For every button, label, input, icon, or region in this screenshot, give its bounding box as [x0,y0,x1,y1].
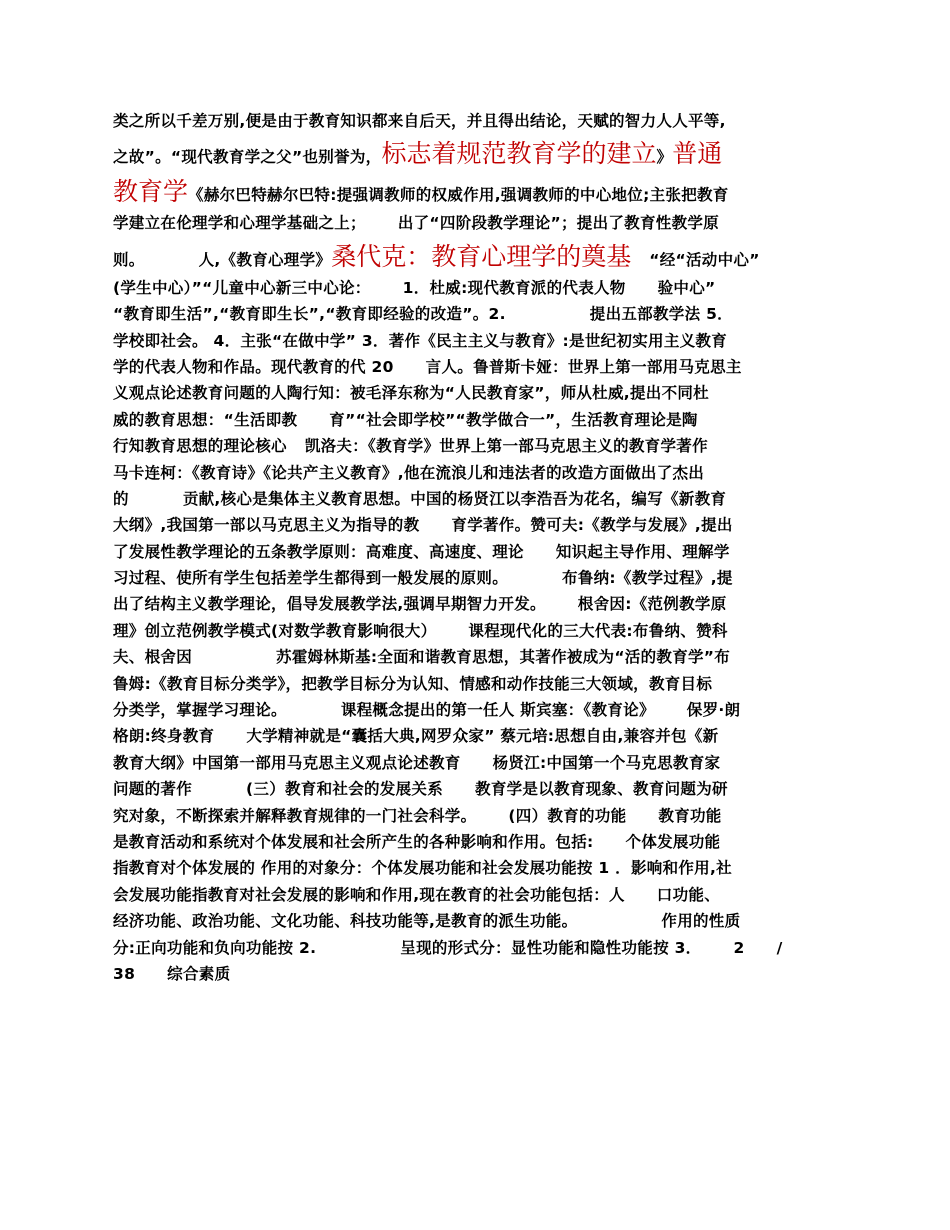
text-line-6 [113,275,837,301]
text-line-29 [113,882,837,908]
text-run: 布鲁纳:《教学过程》,提 [562,569,733,588]
page-total: 38 [113,964,136,983]
text-line-7 [113,301,837,327]
text-run: 作用的性质 [661,912,741,931]
text-run: 义观点论述教育问题的人陶行知：被毛泽东称为“人民教育家”，师从杜威,提出不同杜 [113,384,709,403]
text-run: 个体发展功能 [625,832,721,851]
text-run: 理》创立范例教学模式(对数学教育影响很大） [113,621,437,640]
text-line-19 [113,618,837,644]
section-label: 综合素质 [167,964,231,983]
text-run: 问题的著作 [113,780,193,799]
page-separator: / [776,938,783,957]
text-line-32 [113,961,837,987]
text-run: 行知教育思想的理论核心 [113,437,287,456]
text-line-15 [113,512,837,538]
text-run: 出了结构主义教学理论，倡导发展教学法,强调早期智力开发。 [113,595,546,614]
text-run: 育学著作。赞可夫:《教学与发展》,提出 [451,516,733,535]
text-line-20 [113,644,837,670]
text-run: 验中心” [657,278,716,297]
text-line-28 [113,855,837,881]
text-line-22 [113,697,837,723]
text-run: 威的教育思想：“生活即教 [113,410,298,429]
text-line-9 [113,354,837,380]
text-line-14 [113,486,837,512]
text-run: 保罗·朗 [686,701,741,720]
text-run: 言人。鲁普斯卡娅：世界上第一部用马克思主 [425,357,742,376]
text-run: 人,《教育心理学》 [198,250,332,269]
text-line-16 [113,539,837,565]
highlight-text: 标志着规范教育学的建立 [381,139,657,169]
document-page [113,108,837,987]
text-run: (三）教育和社会的发展关系 [246,780,444,799]
text-line-13 [113,460,837,486]
text-run: 》 [656,148,673,167]
page-number: 2 [733,938,745,957]
text-line-27 [113,829,837,855]
text-run: 教育学是以教育现象、教育问题为研 [475,780,728,799]
text-run: 呈现的形式分：显性功能和隐性功能按 3． [400,938,702,957]
text-run: 贡献,核心是集体主义教育思想。中国的杨贤江以李浩吾为花名，编写《新教育 [182,489,727,508]
text-run: 的 [113,489,129,508]
text-run: 指教育对个体发展的 作用的对象分：个体发展功能和社会发展功能按 1 ．影响和作用,社 [113,859,732,878]
highlight-text: 教育学 [113,177,189,207]
text-run: 是教育活动和系统对个体发展和社会所产生的各种影响和作用。包括: [113,832,594,851]
text-run: 学校即社会。 4．主张“在做中学” 3．著作《民主主义与教育》:是世纪初实用主义教育 [113,331,728,350]
text-run: 习过程、使所有学生包括差学生都得到一般发展的原则。 [113,569,509,588]
text-run: 大学精神就是“囊括大典,网罗众家” 蔡元培:思想自由,兼容并包《新 [246,727,719,746]
text-run: 经济功能、政治功能、文化功能、科技功能等,是教育的派生功能。 [113,912,578,931]
text-run: 根舍因:《范例教学原 [577,595,727,614]
text-run: 学的代表人物和作品。现代教育的代 20 [113,357,394,376]
text-run: 教育大纲》中国第一部用马克思主义观点论述教育 [113,753,461,772]
text-run: (学生中心）”“儿童中心新三中心论： [113,278,371,297]
highlight-text: 普通 [672,139,723,169]
text-run: 类之所以千差万别,便是由于教育知识都来自后天，并且得出结论，天赋的智力人人平等, [113,112,726,130]
text-run: 夫、根舍因 [113,648,193,667]
text-run: 鲁姆:《教育目标分类学》，把教学目标分为认知、情感和动作技能三大领域，教育目标 [113,674,713,693]
text-line-11 [113,407,837,433]
text-line-2 [113,134,837,172]
text-line-5 [113,237,837,275]
text-line-26 [113,803,837,829]
text-line-3 [113,172,837,210]
text-run: 知识起主导作用、理解学 [555,542,730,561]
text-run: 杨贤江:中国第一个马克思教育家 [492,753,721,772]
highlight-text: 桑代克：教育心理学的奠基 [331,241,632,271]
text-run: 分类学，掌握学习理论。 [113,701,287,720]
text-run: 课程现代化的三大代表:布鲁纳、赞科 [468,621,728,640]
text-run: “经“活动中心” [649,250,760,269]
text-run: 会发展功能指教育对社会发展的影响和作用,现在教育的社会功能包括：人 [113,885,625,904]
text-run: (四）教育的功能 [508,806,627,825]
text-run: 了发展性教学理论的五条教学原则：高难度、高速度、理论 [113,542,524,561]
text-run: 则。 [113,250,145,269]
text-run: 学建立在伦理学和心理学基础之上； [113,214,366,233]
text-line-1 [113,108,837,134]
text-run: “教育即生活”,“教育即生长”,“教育即经验的改造”。2. [113,305,506,324]
text-line-12 [113,433,837,459]
text-run: 究对象，不断探索并解释教育规律的一门社会科学。 [113,806,477,825]
text-run: 育”“社会即学校”“教学做合一”，生活教育理论是陶 [329,410,698,429]
text-line-10 [113,380,837,406]
text-run: 1．杜威:现代教育派的代表人物 [402,278,626,297]
text-run: 凯洛夫：《教育学》世界上第一部马克思主义的教育学著作 [304,437,708,456]
text-run: 马卡连柯：《教育诗》《论共产主义教育》,他在流浪儿和违法者的改造方面做出了杰出 [113,463,705,482]
text-run: 口功能、 [656,885,720,904]
text-line-18 [113,591,837,617]
text-run: 苏霍姆林斯基:全面和谐教育思想，其著作被成为“活的教育学”布 [276,648,731,667]
text-run: 教育功能 [658,806,722,825]
text-run: 大纲》,我国第一部以马克思主义为指导的教 [113,516,420,535]
text-line-17 [113,565,837,591]
text-line-31 [113,935,837,961]
text-line-23 [113,723,837,749]
text-run: 《赫尔巴特赫尔巴特:提强调教师的权威作用,强调教师的中心地位;主张把教育 [188,186,729,205]
text-run: 提出五部教学法 5． [589,305,733,324]
text-line-30 [113,908,837,934]
text-run: 之故”。“现代教育学之父”也别誉为， [113,148,382,167]
text-run: 格朗:终身教育 [113,727,215,746]
text-run: 课程概念提出的第一任人 斯宾塞：《教育论》 [340,701,655,720]
text-line-24 [113,750,837,776]
text-line-8 [113,328,837,354]
text-line-25 [113,776,837,802]
text-run: 出了“四阶段教学理论”；提出了教育性教学原 [397,214,719,233]
text-run: 分:正向功能和负向功能按 2. [113,938,317,957]
text-line-4 [113,210,837,236]
text-line-21 [113,671,837,697]
